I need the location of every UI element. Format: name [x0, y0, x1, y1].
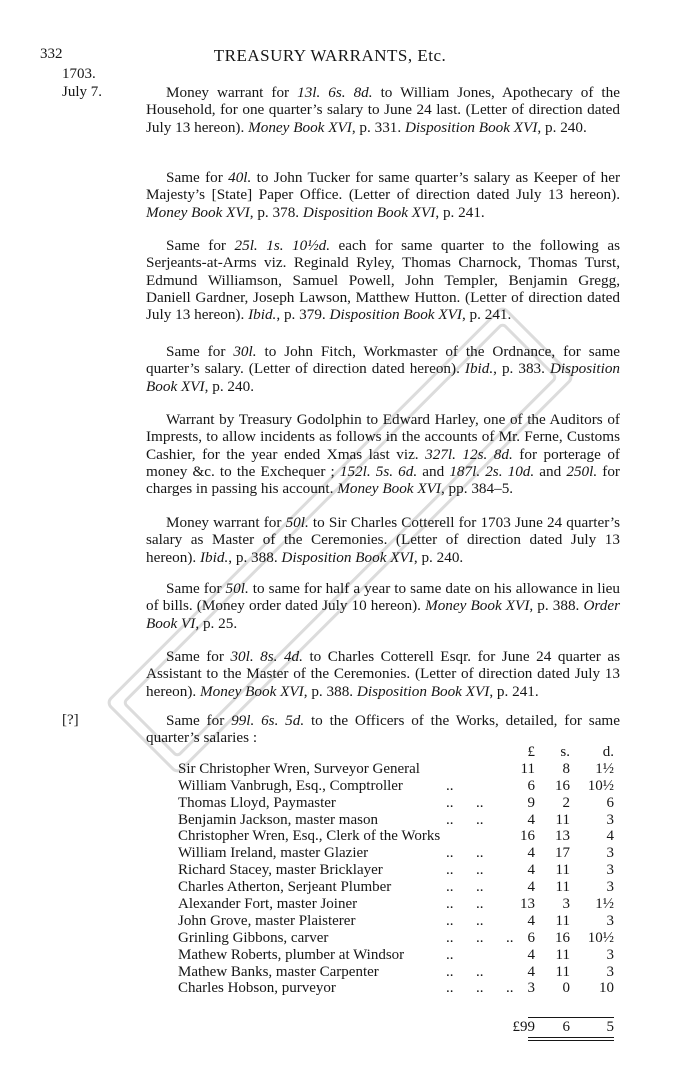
entry-william-jones: Money warrant for 13l. 6s. 8d. to William Jones, Apothecary of the Household, for one quarter’s salary to June 24 last. (Letter of direction dated July 13 hereon). Money Book XVI, p. 331. Disposition Book XVI, p. 240. — [146, 84, 620, 136]
leader-dots: .. — [446, 777, 454, 794]
amount-pounds: 4 — [527, 862, 535, 879]
amount-pence: 3 — [606, 811, 614, 828]
amount-shillings: 11 — [555, 862, 570, 879]
salary-row — [178, 947, 620, 964]
amount-pounds: 6 — [527, 929, 535, 946]
amount-pence: 10½ — [587, 929, 614, 946]
amount-pence: 3 — [606, 963, 614, 980]
total-double-rule-top — [528, 1037, 614, 1038]
officer-name: Thomas Lloyd, Paymaster — [178, 794, 336, 811]
salary-row — [178, 913, 620, 930]
amount-pounds: 4 — [527, 879, 535, 896]
amount-pence: 3 — [606, 845, 614, 862]
officer-name: Mathew Banks, master Carpenter — [178, 963, 379, 980]
amount-shillings: 11 — [555, 946, 570, 963]
amount-shillings: 17 — [555, 845, 570, 862]
salary-row — [178, 930, 620, 947]
amount-pence: 3 — [606, 912, 614, 929]
salary-row — [178, 964, 620, 981]
salary-row — [178, 879, 620, 896]
amount-pence: 3 — [606, 879, 614, 896]
amount-pounds: 9 — [527, 794, 535, 811]
amount-shillings: 8 — [562, 760, 570, 777]
entry-edward-harley: Warrant by Treasury Godolphin to Edward Harley, one of the Auditors of Imprests, to allow incidents as follows in the accounts of Mr. Ferne, Customs Cashier, for the year ended Xmas last viz. 327l. 12s. 8d. for porterage of money &c. to the Exchequer ; 152l. 5s. 6d. and 187l. 2s. 10d. and 250l. for charges in passing his account. Money Book XVI, pp. 384–5. — [146, 411, 620, 498]
amount-pounds: 4 — [527, 811, 535, 828]
salary-table-header — [178, 744, 620, 761]
entry-john-fitch: Same for 30l. to John Fitch, Workmaster of the Ordnance, for same quarter’s salary. (Letter of direction dated hereon). Ibid., p. 383. Disposition Book XVI, p. 240. — [146, 343, 621, 395]
amount-shillings: 13 — [555, 828, 570, 845]
amount-pounds: 4 — [527, 845, 535, 862]
amount-pounds: 4 — [527, 946, 535, 963]
amount-pence: 10½ — [587, 777, 614, 794]
officer-name: Grinling Gibbons, carver — [178, 929, 329, 946]
page-number: 332 — [40, 46, 63, 62]
amount-pence: 1½ — [595, 896, 614, 913]
leader-dots: .. .. — [446, 845, 484, 862]
salary-row — [178, 828, 620, 845]
leader-dots: .. .. — [446, 811, 484, 828]
amount-pounds: 4 — [527, 963, 535, 980]
salary-total-row — [178, 1019, 620, 1036]
margin-date: July 7. — [62, 84, 103, 100]
officer-name: Benjamin Jackson, master mason — [178, 811, 378, 828]
salary-row — [178, 761, 620, 778]
amount-pounds: 16 — [520, 828, 535, 845]
entry-serjeants-at-arms: Same for 25l. 1s. 10½d. each for same quarter to the following as Serjeants-at-Arms viz. Reginald Ryley, Thomas Charnock, Thomas Turst, Edmund Williamson, Samuel Powell, John Templer, Benjamin Gregg, Daniell Gardner, Joseph Lawson, Matthew Hutton. (Letter of direction dated July 13 hereon). Ibid., p. 379. Disposition Book XVI, p. 241. — [146, 237, 620, 324]
total-double-rule-bottom — [528, 1040, 614, 1041]
leader-dots: .. .. — [446, 794, 484, 811]
salary-row — [178, 862, 620, 879]
total-shillings: 6 — [562, 1019, 570, 1035]
officer-name: William Ireland, master Glazier — [178, 845, 369, 862]
entry-charles-cotterell-assistant: Same for 30l. 8s. 4d. to Charles Cotterell Esqr. for June 24 quarter as Assistant to the Master of the Ceremonies. (Letter of direction dated July 13 hereon). Money Book XVI, p. 388. Disposition Book XVI, p. 241. — [146, 648, 620, 700]
officer-name: Sir Christopher Wren, Surveyor General — [178, 760, 420, 777]
amount-shillings: 2 — [562, 794, 570, 811]
running-header — [40, 46, 620, 68]
amount-pence: 10 — [599, 980, 614, 997]
amount-shillings: 11 — [555, 912, 570, 929]
officer-name: John Grove, master Plaisterer — [178, 912, 356, 929]
margin-year: 1703. — [62, 66, 96, 82]
officer-name: Mathew Roberts, plumber at Windsor — [178, 946, 405, 963]
officer-name: Alexander Fort, master Joiner — [178, 896, 358, 913]
entry-officers-of-works: Same for 99l. 6s. 5d. to the Officers of the Works, detailed, for same quarter’s salaries : — [146, 712, 620, 747]
amount-pence: 1½ — [595, 760, 614, 777]
entry-charles-cotterell-bills: Same for 50l. to same for half a year to same date on his allowance in lieu of bills. (Money order dated July 10 hereon). Money Book XVI, p. 388. Order Book VI, p. 25. — [146, 580, 620, 632]
amount-pounds: 11 — [520, 760, 535, 777]
leader-dots: .. .. — [446, 912, 484, 929]
total-pounds: £99 — [512, 1019, 535, 1035]
amount-shillings: 0 — [562, 980, 570, 997]
margin-query-note: [?] — [62, 712, 79, 728]
pence-column-header: d. — [602, 744, 614, 760]
officer-name: Richard Stacey, master Bricklayer — [178, 862, 383, 879]
officer-name: Charles Atherton, Serjeant Plumber — [178, 879, 392, 896]
salary-row — [178, 778, 620, 795]
amount-pence: 3 — [606, 946, 614, 963]
salary-row — [178, 795, 620, 812]
page-title: TREASURY WARRANTS, Etc. — [213, 46, 447, 65]
entry-charles-cotterell-master: Money warrant for 50l. to Sir Charles Cotterell for 1703 June 24 quarter’s salary as Master of the Ceremonies. (Letter of direction dated July 13 hereon). Ibid., p. 388. Disposition Book XVI, p. 240. — [146, 514, 620, 566]
amount-pounds: 6 — [527, 777, 535, 794]
shillings-column-header: s. — [560, 744, 570, 760]
amount-pence: 4 — [606, 828, 614, 845]
salary-row — [178, 896, 620, 913]
sum-rule — [528, 1017, 614, 1018]
amount-shillings: 16 — [555, 777, 570, 794]
salary-row — [178, 812, 620, 829]
amount-shillings: 11 — [555, 879, 570, 896]
amount-pounds: 4 — [527, 912, 535, 929]
leader-dots: .. .. — [446, 862, 484, 879]
entry-john-tucker: Same for 40l. to John Tucker for same quarter’s salary as Keeper of her Majesty’s [State] Paper Office. (Letter of direction dated July 13 hereon). Money Book XVI, p. 378. Disposition Book XVI, p. 241. — [146, 169, 620, 221]
leader-dots: .. .. — [446, 963, 484, 980]
amount-pence: 6 — [606, 794, 614, 811]
total-pence: 5 — [606, 1019, 614, 1035]
salary-row — [178, 845, 620, 862]
amount-shillings: 16 — [555, 929, 570, 946]
leader-dots: .. .. .. — [446, 980, 514, 997]
amount-shillings: 11 — [555, 811, 570, 828]
leader-dots: .. .. .. — [446, 929, 514, 946]
officer-name: Charles Hobson, purveyor — [178, 980, 336, 997]
amount-shillings: 11 — [555, 963, 570, 980]
officer-name: Christopher Wren, Esq., Clerk of the Works — [178, 828, 441, 845]
leader-dots: .. .. — [446, 896, 484, 913]
amount-pence: 3 — [606, 862, 614, 879]
leader-dots: .. — [446, 946, 454, 963]
officer-name: William Vanbrugh, Esq., Comptroller — [178, 777, 403, 794]
salary-row — [178, 980, 620, 997]
pounds-column-header: £ — [527, 744, 535, 760]
leader-dots: .. .. — [446, 879, 484, 896]
amount-pounds: 3 — [527, 980, 535, 997]
salary-table — [178, 744, 620, 997]
amount-shillings: 3 — [562, 896, 570, 913]
amount-pounds: 13 — [520, 896, 535, 913]
